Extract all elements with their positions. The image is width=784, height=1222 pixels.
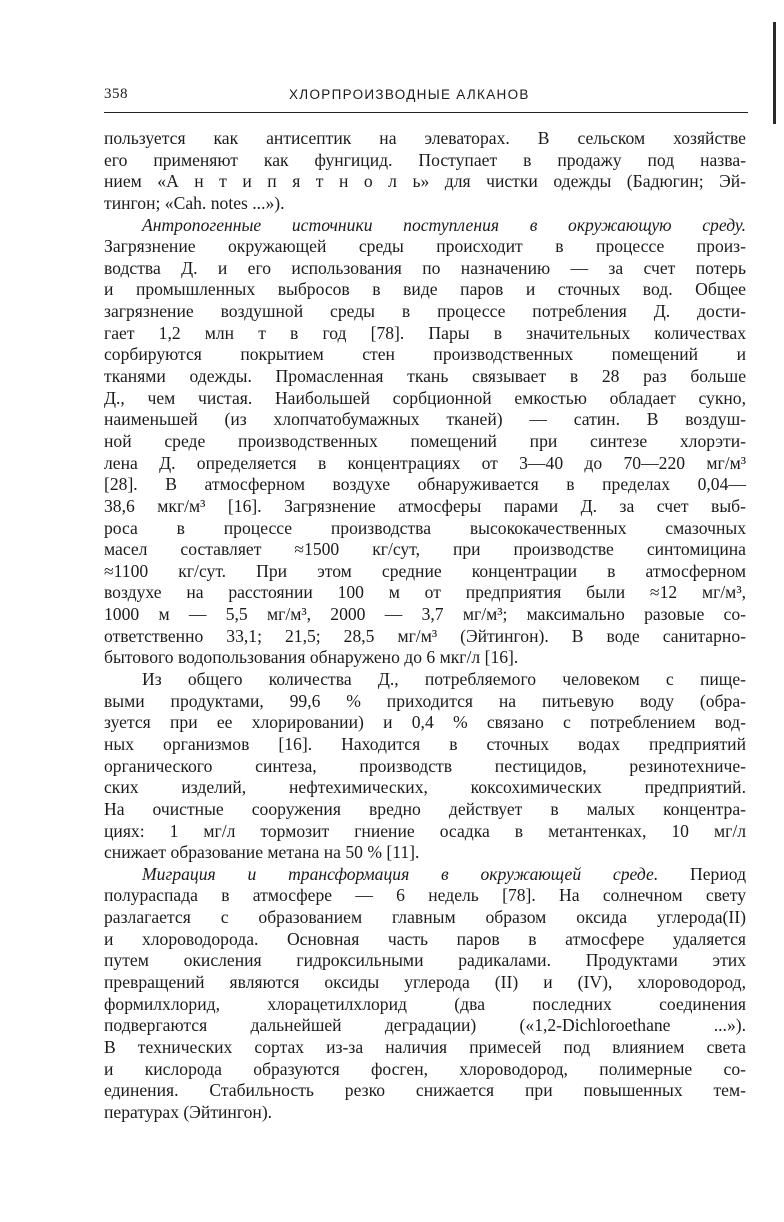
text-line: На очистные сооружения вредно действует в малых концентра- xyxy=(104,798,746,819)
text-line: ной среде производственных помещений при синтезе хлорэти- xyxy=(104,430,746,451)
section-heading-migration: Миграция и трансформация в окружающей среде. xyxy=(142,863,659,884)
text-line: единения. Стабильность резко снижается при повышенных тем- xyxy=(104,1080,746,1101)
running-title: ХЛОРПРОИЗВОДНЫЕ АЛКАНОВ xyxy=(289,87,530,102)
text-line: наименьшей (из хлопчатобумажных тканей) — сатин. В воздуш- xyxy=(104,409,746,430)
text-line: полураспада в атмосфере — 6 недель [78]. На солнечном свету xyxy=(104,885,746,906)
paragraph-4 xyxy=(104,864,746,1124)
text-line: путем окисления гидроксильными радикалами. Продуктами этих xyxy=(104,950,746,971)
text-line: пользуется как антисептик на элеваторах. В сельском хозяйстве xyxy=(104,128,746,148)
text-line: пературах (Эйтингон). xyxy=(104,1101,273,1122)
text-line: гает 1,2 млн т в год [78]. Пары в значительных количествах xyxy=(104,322,746,343)
text-line: водства Д. и его использования по назначению — за счет потерь xyxy=(104,257,746,278)
paragraph-2 xyxy=(104,215,746,669)
text-line: загрязнение воздушной среды в процессе потребления Д. дости- xyxy=(104,301,746,322)
text-line: роса в процессе производства высококачественных смазочных xyxy=(104,517,746,538)
text-line: снижает образование метана на 50 % [11]. xyxy=(104,842,420,863)
text-line: формилхлорид, хлорацетилхлорид (два последних соединения xyxy=(104,993,746,1014)
page-body xyxy=(104,128,746,1123)
text-line: 38,6 мкг/м³ [16]. Загрязнение атмосферы парами Д. за счет выб- xyxy=(104,495,746,516)
text-line: ответственно 33,1; 21,5; 28,5 мг/м³ (Эйтингон). В воде санитарно- xyxy=(104,625,746,646)
text-line: ных организмов [16]. Находится в сточных водах предприятий xyxy=(104,733,746,754)
text-line: превращений являются оксиды углерода (II) и (IV), хлороводород, xyxy=(104,971,746,992)
text-line: подвергаются дальнейшей деградации) («1,2-Dichloroethane ...»). xyxy=(104,1015,746,1036)
text-line: органического синтеза, производств пестицидов, резинотехниче- xyxy=(104,755,746,776)
text-fragment: Период xyxy=(690,863,747,884)
section-heading-sources: Антропогенные источники поступления в окружающую среду. xyxy=(142,214,746,235)
text-line: ских изделий, нефтехимических, коксохимических предприятий. xyxy=(104,777,746,798)
paragraph-1 xyxy=(104,128,746,215)
text-line: бытового водопользования обнаружено до 6 мкг/л [16]. xyxy=(104,647,519,668)
text-line: Из общего количества Д., потребляемого человеком с пище- xyxy=(142,669,746,690)
text-line xyxy=(104,864,746,886)
text-line: сорбируются покрытием стен производственных помещений и xyxy=(104,344,746,365)
text-line: его применяют как фунгицид. Поступает в продажу под назва- xyxy=(104,149,746,170)
page-header xyxy=(104,86,746,106)
text-line: циях: 1 мг/л тормозит гниение осадка в метантенках, 10 мг/л xyxy=(104,820,746,841)
page-number: 358 xyxy=(104,86,128,102)
text-line: зуется при ее хлорировании) и 0,4 % связано с потреблением вод- xyxy=(104,712,746,733)
text-line: и хлороводорода. Основная часть паров в атмосфере удаляется xyxy=(104,928,746,949)
text-line: В технических сортах из-за наличия примесей под влиянием света xyxy=(104,1036,746,1057)
text-line: нием «А н т и п я т н о л ь» для чистки одежды (Бадюгин; Эй- xyxy=(104,171,746,192)
text-line xyxy=(104,215,746,237)
paragraph-3 xyxy=(104,669,746,864)
text-line: [28]. В атмосферном воздухе обнаруживается в пределах 0,04— xyxy=(104,474,746,495)
text-line: и кислорода образуются фосген, хлороводород, полимерные со- xyxy=(104,1058,746,1079)
header-rule xyxy=(104,112,748,113)
text-line: Загрязнение окружающей среды происходит в процессе произ- xyxy=(104,236,746,257)
text-line: ≈1100 кг/сут. При этом средние концентрации в атмосферном xyxy=(104,560,746,581)
text-line: разлагается с образованием главным образом оксида углерода(II) xyxy=(104,907,746,928)
text-line: масел составляет ≈1500 кг/сут, при производстве синтомицина xyxy=(104,539,746,560)
text-line: тингон; «Cah. notes ...»). xyxy=(104,192,285,213)
text-line: лена Д. определяется в концентрациях от 3—40 до 70—220 мг/м³ xyxy=(104,452,746,473)
page-edge-mark xyxy=(773,22,776,124)
text-line: выми продуктами, 99,6 % приходится на питьевую воду (обра- xyxy=(104,690,746,711)
text-line: и промышленных выбросов в виде паров и сточных вод. Общее xyxy=(104,279,746,300)
text-line: тканями одежды. Промасленная ткань связывает в 28 раз больше xyxy=(104,366,746,387)
text-line: воздухе на расстоянии 100 м от предприятия были ≈12 мг/м³, xyxy=(104,582,746,603)
text-line: 1000 м — 5,5 мг/м³, 2000 — 3,7 мг/м³; максимально разовые со- xyxy=(104,604,746,625)
text-line: Д., чем чистая. Наибольшей сорбционной емкостью обладает сукно, xyxy=(104,387,746,408)
